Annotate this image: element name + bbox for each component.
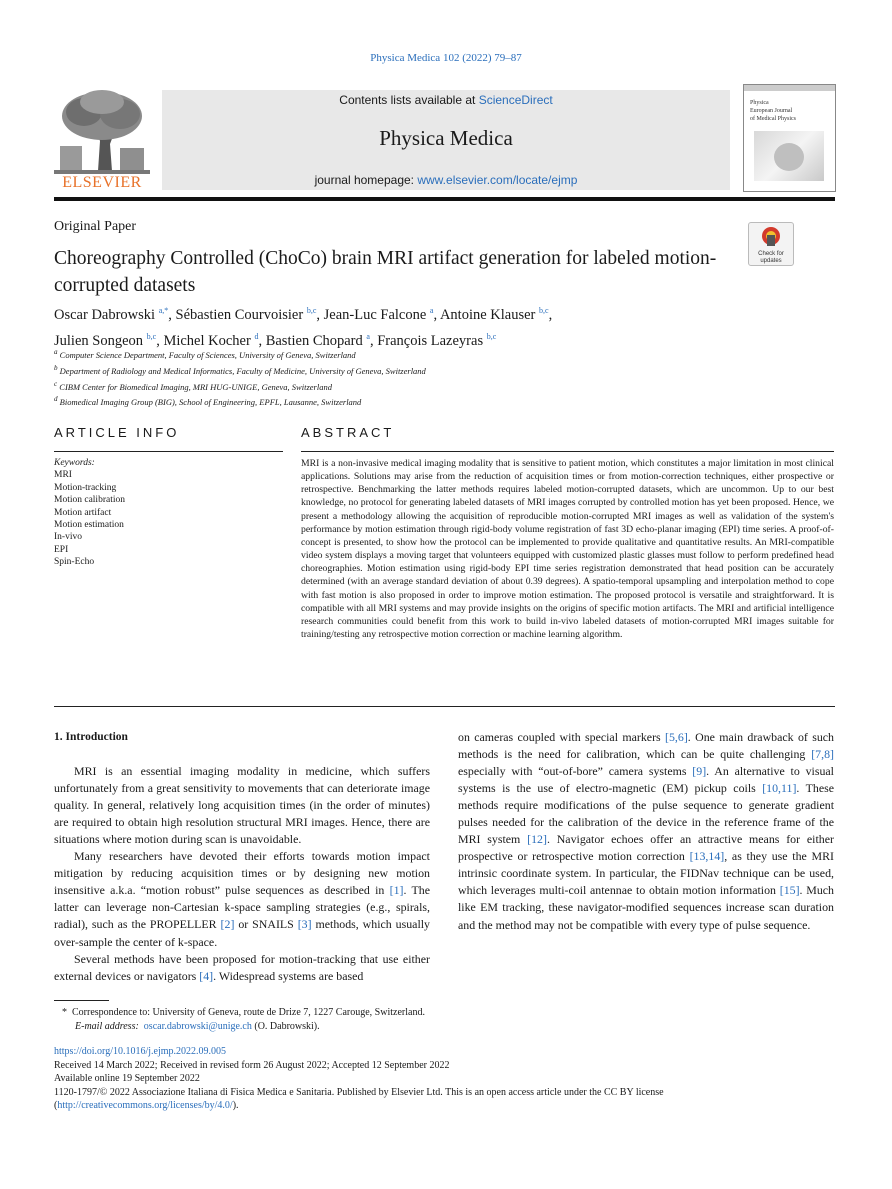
- check-for-updates-button[interactable]: [748, 222, 794, 266]
- check-updates-line-2: updates: [760, 258, 782, 264]
- header-rule: [54, 197, 835, 201]
- keywords-list: [54, 457, 274, 569]
- abstract-bottom-rule: [54, 706, 835, 707]
- license-link-line: (http://creativecommons.org/licenses/by/4.0/).: [54, 1100, 239, 1111]
- correspondence-text: Correspondence to: University of Geneva, route de Drize 7, 1227 Carouge, Switzerland.: [72, 1007, 425, 1018]
- article-metadata: [54, 1045, 835, 1113]
- citation-link[interactable]: [3]: [297, 917, 312, 932]
- check-updates-line-1: Check for: [758, 251, 784, 257]
- section-heading-introduction: 1. Introduction: [54, 731, 128, 743]
- contents-prefix: Contents lists available at: [339, 93, 479, 107]
- affiliation: $^b$ Department of Radiology and Medical Informatics, Faculty of Medicine, University of Geneva, Switzerland: [54, 363, 426, 376]
- author: Bastien Chopard $^a$,: [265, 331, 378, 349]
- abstract-heading: ABSTRACT: [301, 425, 395, 440]
- citation-link[interactable]: [5,6]: [665, 730, 688, 744]
- homepage-link[interactable]: www.elsevier.com/locate/ejmp: [417, 173, 578, 187]
- author: Michel Kocher $^d$,: [163, 331, 266, 349]
- abstract-text: MRI is a non-invasive medical imaging modality that is sensitive to patient motion, which constitutes a major limitation in most clinical applications. Solutions may arise from the reduction of acquisition times or from motion-correction techniques, either prospective or retrospective. Benchmarking the latter methods requires labeled motion-corrupted datasets, which are uncommon. Up to our best knowledge, no protocol for generating labeled datasets of MRI images corrupted by controlled motion has yet been proposed. Hence, we present a methodology allowing the acquisition of reproducible motion-corrupted MRI images as well as validation of the system's performance by motion estimation through rigid-body volume registration of fast 3D echo-planar imaging (EPI) time series. A proof-of-concept is presented, to show how the protocol can be implemented to provide qualitative and quantitative results. An MRI-compatible video system displays a moving target that volunteers equipped with customized plastic glasses must follow to perform predefined head choreographies. Motion estimation using rigid-body EPI time series registration demonstrated that head position can be accurately determined (with an average standard deviation of about 0.39 degrees). A spatio-temporal upsampling and interpolation method to cope with fast motion is also proposed in order to improve motion estimation. The proposed protocol is versatile and straightforward. It is compatible with all MRI systems and may provide insights on the origins of specific motion artifacts. The MRI and artificial intelligence research communities could benefit from this work to build in-vivo labeled datasets of motion-corrupted MRI images suitable for training/testing any retrospective motion correction or machine learning algorithm.: [301, 458, 834, 641]
- author-list: [54, 300, 754, 352]
- received-dates: Received 14 March 2022; Received in revised form 26 August 2022; Accepted 12 September 2022: [54, 1059, 450, 1071]
- email-link[interactable]: oscar.dabrowski@unige.ch: [143, 1020, 252, 1032]
- citation-link[interactable]: [1]: [389, 883, 404, 898]
- correspondence-footnote: [62, 1006, 832, 1033]
- citation-link[interactable]: [9]: [692, 764, 707, 779]
- journal-banner: [162, 90, 730, 190]
- abstract-rule: [301, 451, 834, 452]
- intro-paragraph-3-continued: on cameras coupled with special markers [5,6]. One main drawback of such methods is the need for calibration, which can be quite challenging [7,8] especially with “out-of-bore” camera systems [9]. An alternative to visual systems is the use of electro-magnetic (EM) pickup coils [10,11]. These methods require modifications of the pulse sequence to generate gradient pulses needed for the calibration of the device in the reference frame of the MRI system [12]. Navigator echoes offer an attractive means for either prospective or retrospective motion correction [13,14], as they use the MRI intrinsic coordinate system. In particular, the FIDNav technique can be used, which leverages multi-coil antennae to obtain motion information [15]. Much like EM tracking, these navigator-modified sequences increase scan duration and the method may not be compatible with every type of pulse sequence.: [458, 730, 834, 932]
- author: Antoine Klauser $^{b,c}$,: [439, 306, 553, 323]
- intro-column-right: [458, 729, 834, 934]
- citation-link[interactable]: [4]: [199, 968, 214, 983]
- doi-link[interactable]: https://doi.org/10.1016/j.ejmp.2022.09.005: [54, 1046, 227, 1057]
- homepage-line: [162, 173, 730, 187]
- author: Sébastien Courvoisier $^{b,c}$,: [175, 306, 324, 323]
- elsevier-logo: [54, 86, 150, 194]
- author: Julien Songeon $^{b,c}$,: [54, 331, 164, 349]
- intro-paragraph-2: Many researchers have devoted their efforts towards motion impact mitigation by reducing acquisition times or by designing new motion insensitive a.k.a. “motion robust” pulse sequences as described in [1]. The latter can leverage non-Cartesian k-space sampling strategies (e.g., spirals, radial), such as the PROPELLER [2] or SNAILS [3] methods, which usually over-sample the center of k-space.: [54, 849, 430, 949]
- author: François Lazeyras $^{b,c}$: [377, 331, 497, 349]
- email-label: E-mail address:: [75, 1020, 139, 1032]
- article-info-heading: ARTICLE INFO: [54, 425, 180, 440]
- email-suffix: (O. Dabrowski).: [251, 1020, 320, 1032]
- journal-title: Physica Medica: [379, 126, 513, 150]
- cover-line-2: European Journal: [750, 108, 793, 114]
- author: Jean-Luc Falcone $^a$,: [323, 306, 440, 323]
- keyword: Motion artifact: [54, 507, 112, 518]
- cover-line-3: of Medical Physics: [750, 116, 796, 122]
- article-title: Choreography Controlled (ChoCo) brain MRI artifact generation for labeled motion-corrupted datasets: [54, 248, 717, 296]
- footnote-rule: [54, 1000, 109, 1001]
- citation-link[interactable]: [15]: [779, 883, 800, 898]
- keyword: Motion-tracking: [54, 482, 117, 493]
- check-updates-icon: [761, 226, 781, 246]
- keyword: MRI: [54, 470, 72, 481]
- author: Oscar Dabrowski $^{a,*}$,: [54, 306, 176, 323]
- homepage-prefix: journal homepage:: [314, 173, 418, 187]
- keyword: Motion estimation: [54, 520, 124, 531]
- sciencedirect-link[interactable]: ScienceDirect: [478, 93, 553, 107]
- affiliation: $^c$ CIBM Center for Biomedical Imaging, MRI HUG-UNIGE, Geneva, Switzerland: [54, 379, 332, 392]
- citation-link[interactable]: [2]: [220, 917, 235, 932]
- citation-link[interactable]: [7,8]: [811, 747, 834, 762]
- citation-link[interactable]: [10,11]: [762, 781, 797, 796]
- journal-cover: [743, 84, 836, 192]
- paper-type: Original Paper: [54, 219, 137, 234]
- affiliation: $^a$ Computer Science Department, Faculty of Sciences, University of Geneva, Switzerland: [54, 348, 356, 360]
- citation-link[interactable]: [13,14]: [689, 849, 725, 864]
- elsevier-wordmark: ELSEVIER: [62, 174, 142, 191]
- citation-link[interactable]: [12]: [527, 832, 547, 847]
- keywords-label: Keywords:: [54, 458, 95, 468]
- license-link[interactable]: http://creativecommons.org/licenses/by/4.0/: [57, 1100, 233, 1111]
- license-line: 1120-1797/© 2022 Associazione Italiana di Fisica Medica e Sanitaria. Published by Elsevier Ltd. This is an open access article under the CC BY license: [54, 1086, 664, 1098]
- cover-line-1: Physica: [750, 100, 769, 106]
- intro-paragraph-3: Several methods have been proposed for motion-tracking that use either external devices or navigators [4]. Widespread systems are based: [54, 951, 430, 983]
- affiliation: $^d$ Biomedical Imaging Group (BIG), School of Engineering, EPFL, Lausanne, Switzerland: [54, 395, 362, 408]
- keyword: Spin-Echo: [54, 557, 95, 568]
- keyword: EPI: [54, 544, 69, 555]
- footnote-star: *: [62, 1007, 67, 1018]
- journal-reference: Physica Medica 102 (2022) 79–87: [370, 52, 522, 64]
- affiliations: [54, 346, 654, 409]
- keyword: In-vivo: [54, 532, 82, 543]
- article-info-rule: [54, 451, 283, 452]
- online-date: Available online 19 September 2022: [54, 1073, 200, 1084]
- intro-paragraph-1: MRI is an essential imaging modality in medicine, which suffers unfortunately from a great sensitivity to movements that can deteriorate image quality. In general, relatively long acquisition times (in the order of minutes) are required to obtain high resolution structural MRI images. Hence, there are situations where motion during scan is unavoidable.: [54, 764, 430, 847]
- keyword: Motion calibration: [54, 495, 125, 506]
- contents-line: [162, 93, 730, 107]
- intro-column-left: [54, 729, 430, 985]
